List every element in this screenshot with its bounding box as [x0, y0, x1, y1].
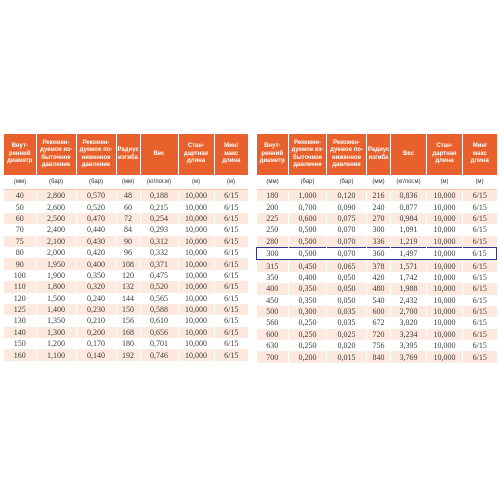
- column-header: Внут- ренний диаметр: [257, 134, 289, 175]
- table-cell: 10,000: [178, 315, 214, 326]
- table-cell: 10,000: [427, 283, 463, 294]
- unit-cell: (кг/пог.м): [391, 175, 427, 190]
- table-cell: 0,332: [140, 247, 178, 258]
- table-cell: 6/15: [214, 315, 248, 326]
- table-cell: 200: [257, 201, 289, 212]
- table-cell: 1,497: [391, 247, 427, 259]
- table-cell: 70: [4, 224, 36, 235]
- table-cell: 10,000: [178, 349, 214, 360]
- table-row: [257, 351, 497, 362]
- table-cell: 192: [116, 349, 140, 360]
- table-cell: 420: [367, 272, 391, 283]
- table-cell: 0,070: [327, 224, 367, 235]
- table-row: [4, 338, 248, 349]
- table-cell: 1,571: [391, 260, 427, 272]
- table-cell: 90: [4, 258, 36, 269]
- table-cell: 0,254: [140, 213, 178, 224]
- table-cell: 6/15: [463, 247, 497, 259]
- table-row: [257, 329, 497, 340]
- table-cell: 10,000: [178, 213, 214, 224]
- table-cell: 1,000: [289, 190, 327, 202]
- table-row: [257, 306, 497, 317]
- table-cell: 6/15: [463, 190, 497, 202]
- table-row: [4, 247, 248, 258]
- table-cell: 630: [257, 340, 289, 351]
- unit-cell: (бар): [289, 175, 327, 190]
- table-cell: 10,000: [178, 293, 214, 304]
- table-cell: 672: [367, 317, 391, 328]
- table-cell: 0,250: [289, 329, 327, 340]
- table-cell: 10,000: [427, 213, 463, 224]
- table-cell: 400: [257, 283, 289, 294]
- table-row: [4, 304, 248, 315]
- table-cell: 10,000: [427, 317, 463, 328]
- table-cell: 3,234: [391, 329, 427, 340]
- table-cell: 1,300: [36, 327, 76, 338]
- table-cell: 756: [367, 340, 391, 351]
- table-cell: 72: [116, 213, 140, 224]
- table-cell: 0,700: [289, 201, 327, 212]
- table-cell: 240: [367, 201, 391, 212]
- unit-cell: (м): [178, 175, 214, 190]
- table-cell: 0,470: [76, 213, 116, 224]
- table-cell: 10,000: [427, 201, 463, 212]
- table-cell: 720: [367, 329, 391, 340]
- header-row: [4, 134, 248, 175]
- table-cell: 100: [4, 270, 36, 281]
- table-cell: 156: [116, 315, 140, 326]
- table-cell: 10,000: [178, 281, 214, 292]
- table-cell: 0,610: [140, 315, 178, 326]
- table-cell: 540: [367, 295, 391, 306]
- column-header: Стан- дартная длина: [178, 134, 214, 175]
- table-cell: 1,350: [36, 315, 76, 326]
- table-cell: 6/15: [214, 281, 248, 292]
- table-cell: 225: [257, 213, 289, 224]
- table-cell: 1,200: [36, 338, 76, 349]
- table-row: [257, 340, 497, 351]
- unit-cell: (бар): [36, 175, 76, 190]
- table-row: [4, 349, 248, 360]
- table-cell: 110: [4, 281, 36, 292]
- table-cell: 0,320: [76, 281, 116, 292]
- table-cell: 6/15: [214, 236, 248, 247]
- table-cell: 450: [257, 295, 289, 306]
- table-cell: 130: [4, 315, 36, 326]
- table-cell: 480: [367, 283, 391, 294]
- spec-table-right: [256, 134, 497, 363]
- table-cell: 90: [116, 236, 140, 247]
- table-cell: 0,090: [327, 201, 367, 212]
- table-cell: 6/15: [463, 317, 497, 328]
- table-cell: 300: [257, 247, 289, 259]
- table-row: [4, 190, 248, 202]
- table-cell: 315: [257, 260, 289, 272]
- table-cell: 6/15: [214, 270, 248, 281]
- table-row: [4, 270, 248, 281]
- table-cell: 0,075: [327, 213, 367, 224]
- table-cell: 0,015: [327, 351, 367, 362]
- table-cell: 10,000: [178, 327, 214, 338]
- table-cell: 1,950: [36, 258, 76, 269]
- unit-cell: (мм): [4, 175, 36, 190]
- table-cell: 0,746: [140, 349, 178, 360]
- table-cell: 0,215: [140, 201, 178, 212]
- table-cell: 10,000: [427, 224, 463, 235]
- table-cell: 144: [116, 293, 140, 304]
- column-header: Внут- ренний диаметр: [4, 134, 36, 175]
- table-cell: 150: [4, 338, 36, 349]
- table-cell: 6/15: [214, 213, 248, 224]
- table-cell: 0,293: [140, 224, 178, 235]
- column-header: Вес: [391, 134, 427, 175]
- table-cell: 6/15: [214, 304, 248, 315]
- unit-cell: (бар): [327, 175, 367, 190]
- header-row: [257, 134, 497, 175]
- table-cell: 0,701: [140, 338, 178, 349]
- table-row: [4, 258, 248, 269]
- table-row: [257, 260, 497, 272]
- table-cell: 0,070: [327, 247, 367, 259]
- table-cell: 0,200: [76, 327, 116, 338]
- table-cell: 250: [257, 224, 289, 235]
- table-cell: 0,588: [140, 304, 178, 315]
- table-row: [257, 236, 497, 248]
- table-row: [4, 201, 248, 212]
- table-row: [4, 293, 248, 304]
- table-cell: 0,170: [76, 338, 116, 349]
- table-cell: 0,500: [289, 236, 327, 248]
- table-cell: 2,100: [36, 236, 76, 247]
- table-cell: 6/15: [463, 236, 497, 248]
- table-cell: 6/15: [463, 340, 497, 351]
- table-cell: 10,000: [178, 338, 214, 349]
- table-cell: 6/15: [463, 306, 497, 317]
- table-cell: 1,219: [391, 236, 427, 248]
- table-cell: 10,000: [178, 190, 214, 202]
- table-cell: 180: [257, 190, 289, 202]
- table-row: [4, 315, 248, 326]
- table-row: [257, 224, 497, 235]
- table-cell: 0,050: [327, 295, 367, 306]
- table-cell: 0,400: [76, 258, 116, 269]
- table-cell: 6/15: [463, 283, 497, 294]
- table-cell: 10,000: [178, 247, 214, 258]
- table-cell: 80: [4, 247, 36, 258]
- table-cell: 6/15: [463, 213, 497, 224]
- table-cell: 0,570: [76, 190, 116, 202]
- column-header: Рекомен- дуемое по- ниженное давление: [327, 134, 367, 175]
- table-cell: 60: [116, 201, 140, 212]
- table-row: [257, 295, 497, 306]
- table-cell: 140: [4, 327, 36, 338]
- spec-table-left: [4, 134, 248, 361]
- table-cell: 10,000: [178, 224, 214, 235]
- table-cell: 0,140: [76, 349, 116, 360]
- table-cell: 350: [257, 272, 289, 283]
- column-header: Стан- дартная длина: [427, 134, 463, 175]
- table-cell: 6/15: [463, 329, 497, 340]
- table-cell: 0,430: [76, 236, 116, 247]
- table-cell: 0,877: [391, 201, 427, 212]
- table-cell: 0,312: [140, 236, 178, 247]
- unit-cell: (кг/пог.м): [140, 175, 178, 190]
- table-cell: 10,000: [178, 258, 214, 269]
- table-cell: 0,120: [327, 190, 367, 202]
- table-cell: 6/15: [463, 201, 497, 212]
- table-row-highlighted: [257, 247, 497, 259]
- table-cell: 0,500: [289, 224, 327, 235]
- table-cell: 3,769: [391, 351, 427, 362]
- table-cell: 10,000: [178, 270, 214, 281]
- table-cell: 6/15: [214, 224, 248, 235]
- table-cell: 840: [367, 351, 391, 362]
- table-cell: 6/15: [463, 272, 497, 283]
- table-cell: 0,300: [289, 306, 327, 317]
- table-row: [4, 327, 248, 338]
- table-cell: 0,400: [289, 272, 327, 283]
- table-cell: 10,000: [427, 260, 463, 272]
- table-cell: 0,035: [327, 317, 367, 328]
- table-cell: 700: [257, 351, 289, 362]
- table-cell: 500: [257, 306, 289, 317]
- table-cell: 2,700: [391, 306, 427, 317]
- table-cell: 280: [257, 236, 289, 248]
- table-cell: 150: [116, 304, 140, 315]
- unit-cell: (м): [214, 175, 248, 190]
- table-cell: 1,900: [36, 270, 76, 281]
- units-row: [4, 175, 248, 190]
- table-cell: 48: [116, 190, 140, 202]
- table-cell: 600: [257, 329, 289, 340]
- table-cell: 0,565: [140, 293, 178, 304]
- table-cell: 6/15: [214, 258, 248, 269]
- table-cell: 6/15: [214, 247, 248, 258]
- column-header: Вес: [140, 134, 178, 175]
- table-cell: 6/15: [214, 201, 248, 212]
- table-cell: 560: [257, 317, 289, 328]
- table-cell: 10,000: [427, 295, 463, 306]
- table-cell: 6/15: [463, 295, 497, 306]
- column-header: Мин/ макс длина: [463, 134, 497, 175]
- table-cell: 10,000: [427, 340, 463, 351]
- table-cell: 6/15: [214, 190, 248, 202]
- column-header: Рекомен- дуемое из- быточное давление: [289, 134, 327, 175]
- table-cell: 0,600: [289, 213, 327, 224]
- table-cell: 1,500: [36, 293, 76, 304]
- table-cell: 125: [4, 304, 36, 315]
- table-cell: 0,250: [289, 340, 327, 351]
- table-cell: 10,000: [427, 236, 463, 248]
- table-cell: 1,400: [36, 304, 76, 315]
- table-cell: 10,000: [178, 236, 214, 247]
- table-cell: 1,091: [391, 224, 427, 235]
- table-cell: 0,050: [327, 272, 367, 283]
- table-cell: 84: [116, 224, 140, 235]
- table-cell: 0,035: [327, 306, 367, 317]
- table-cell: 6/15: [214, 338, 248, 349]
- units-row: [257, 175, 497, 190]
- table-cell: 6/15: [214, 349, 248, 360]
- table-cell: 0,450: [289, 260, 327, 272]
- table-cell: 0,371: [140, 258, 178, 269]
- table-body: [257, 190, 497, 363]
- table-cell: 0,350: [289, 283, 327, 294]
- column-header: Рекомен- дуемое по- ниженное давление: [76, 134, 116, 175]
- table-body: [4, 190, 248, 361]
- table-cell: 6/15: [463, 351, 497, 362]
- table-cell: 132: [116, 281, 140, 292]
- table-cell: 0,836: [391, 190, 427, 202]
- table-cell: 378: [367, 260, 391, 272]
- column-header: Рекомен- дуемое из- быточное давление: [36, 134, 76, 175]
- table-row: [257, 190, 497, 202]
- table-cell: 1,800: [36, 281, 76, 292]
- table-cell: 120: [4, 293, 36, 304]
- table-cell: 0,025: [327, 329, 367, 340]
- table-cell: 270: [367, 213, 391, 224]
- table-cell: 10,000: [427, 190, 463, 202]
- table-cell: 0,475: [140, 270, 178, 281]
- table-cell: 0,210: [76, 315, 116, 326]
- table-cell: 10,000: [427, 247, 463, 259]
- unit-cell: (мм): [257, 175, 289, 190]
- table-cell: 336: [367, 236, 391, 248]
- table-cell: 6/15: [463, 224, 497, 235]
- table-cell: 180: [116, 338, 140, 349]
- table-row: [4, 236, 248, 247]
- table-cell: 108: [116, 258, 140, 269]
- table-cell: 0,020: [327, 340, 367, 351]
- table-row: [257, 317, 497, 328]
- table-cell: 216: [367, 190, 391, 202]
- table-cell: 120: [116, 270, 140, 281]
- table-cell: 60: [4, 213, 36, 224]
- table-cell: 2,400: [36, 224, 76, 235]
- unit-cell: (мм): [367, 175, 391, 190]
- table-cell: 0,250: [289, 317, 327, 328]
- table-row: [257, 283, 497, 294]
- table-row: [257, 272, 497, 283]
- table-cell: 2,000: [36, 247, 76, 258]
- table-cell: 0,188: [140, 190, 178, 202]
- table-cell: 0,420: [76, 247, 116, 258]
- table-cell: 0,350: [76, 270, 116, 281]
- table-cell: 50: [4, 201, 36, 212]
- table-cell: 10,000: [427, 272, 463, 283]
- unit-cell: (мм): [116, 175, 140, 190]
- table-row: [4, 224, 248, 235]
- table-cell: 3,395: [391, 340, 427, 351]
- table-cell: 0,230: [76, 304, 116, 315]
- table-cell: 0,070: [327, 236, 367, 248]
- table-cell: 0,500: [289, 247, 327, 259]
- table-cell: 2,500: [36, 213, 76, 224]
- table-cell: 10,000: [178, 304, 214, 315]
- table-cell: 10,000: [427, 306, 463, 317]
- table-cell: 3,020: [391, 317, 427, 328]
- table-cell: 40: [4, 190, 36, 202]
- table-cell: 0,656: [140, 327, 178, 338]
- table-cell: 75: [4, 236, 36, 247]
- table-cell: 6/15: [214, 293, 248, 304]
- table-cell: 0,984: [391, 213, 427, 224]
- table-cell: 6/15: [214, 327, 248, 338]
- table-cell: 1,742: [391, 272, 427, 283]
- table-row: [257, 213, 497, 224]
- table-row: [257, 201, 497, 212]
- table-row: [4, 213, 248, 224]
- table-cell: 300: [367, 224, 391, 235]
- unit-cell: (бар): [76, 175, 116, 190]
- table-cell: 1,988: [391, 283, 427, 294]
- table-cell: 0,520: [140, 281, 178, 292]
- table-cell: 0,350: [289, 295, 327, 306]
- table-cell: 96: [116, 247, 140, 258]
- table-cell: 600: [367, 306, 391, 317]
- table-cell: 10,000: [178, 201, 214, 212]
- table-cell: 168: [116, 327, 140, 338]
- column-header: Мин/ макс длина: [214, 134, 248, 175]
- table-cell: 0,520: [76, 201, 116, 212]
- table-cell: 360: [367, 247, 391, 259]
- column-header: Радиус изгиба: [367, 134, 391, 175]
- unit-cell: (м): [463, 175, 497, 190]
- table-cell: 0,240: [76, 293, 116, 304]
- table-cell: 10,000: [427, 351, 463, 362]
- table-cell: 0,065: [327, 260, 367, 272]
- column-header: Радиус изгиба: [116, 134, 140, 175]
- table-cell: 0,050: [327, 283, 367, 294]
- table-cell: 6/15: [463, 260, 497, 272]
- table-cell: 10,000: [427, 329, 463, 340]
- table-cell: 2,800: [36, 190, 76, 202]
- table-cell: 0,200: [289, 351, 327, 362]
- table-row: [4, 281, 248, 292]
- table-cell: 0,440: [76, 224, 116, 235]
- unit-cell: (м): [427, 175, 463, 190]
- table-cell: 2,432: [391, 295, 427, 306]
- table-cell: 2,600: [36, 201, 76, 212]
- table-cell: 1,100: [36, 349, 76, 360]
- table-cell: 160: [4, 349, 36, 360]
